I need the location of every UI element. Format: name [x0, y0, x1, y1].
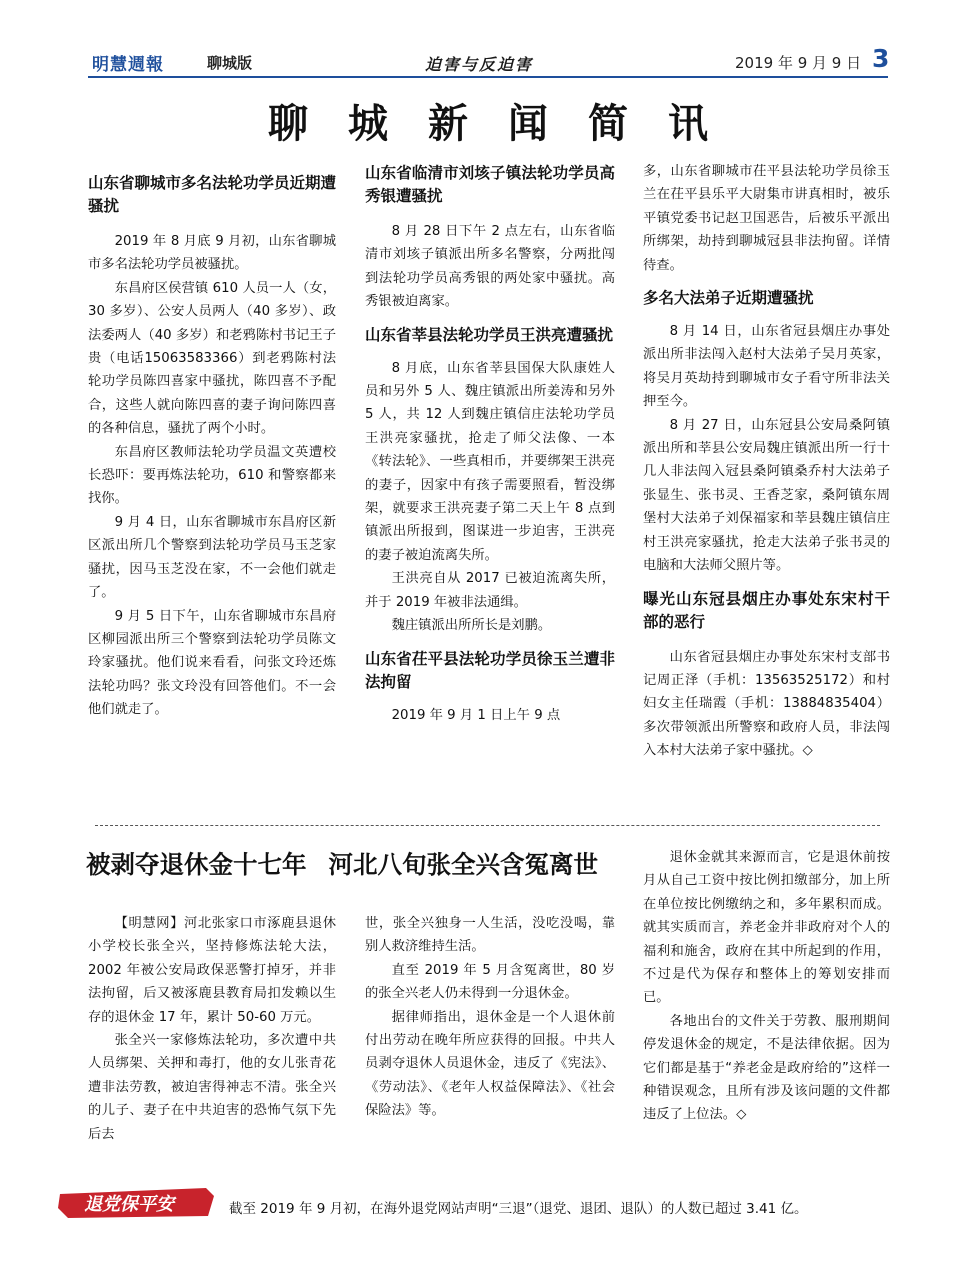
paragraph: 2019 年 9 月 1 日上午 9 点 [391, 707, 561, 723]
title-part-1: 被剥夺退休金十七年 [86, 850, 307, 879]
article-title-guanxian: 曝光山东冠县烟庄办事处东宋村干部的恶行 [643, 589, 890, 631]
paragraph: 山东省冠县烟庄办事处东宋村支部书记周正泽（手机：13563525172）和村妇女主任瑞霞（手机：13884835404）多次带领派出所警察和政府人员，非法闯入本村大法弟子家中骚扰。◇ [643, 649, 890, 759]
paragraph: 东昌府区侯营镇 610 人员一人（女，30 多岁）、公安人员两人（40 多岁）、政法委两人（40 多岁）和老鸦陈村书记王子贵（电话15063583366）到老鸦陈村法轮功学员陈四喜家中骚扰，陈四喜不予配合，这些人就向陈四喜的妻子询问陈四喜的各种信息，骚扰了两个小时。 [88, 280, 336, 437]
news-column-3 [643, 160, 890, 763]
header-rule [88, 76, 888, 78]
news-column-1 [88, 172, 336, 722]
paragraph: 王洪亮自从 2017 已被迫流离失所，并于 2019 年被非法通缉。 [365, 571, 615, 610]
article-title-chiping: 山东省茌平县法轮功学员徐玉兰遭非法拘留 [365, 649, 615, 691]
paragraph: 【明慧网】河北张家口市涿鹿县退休小学校长张全兴，坚持修炼法轮大法，2002 年被公安局政保恶警打掉牙，并非法拘留，后又被涿鹿县教育局扣发赖以生存的退休金 17 年，累计 50-60 万元。 [88, 916, 336, 1025]
feature-article-title [86, 846, 598, 881]
feature-column-3 [643, 846, 890, 1127]
paragraph: 9 月 5 日下午，山东省聊城市东昌府区柳园派出所三个警察到法轮功学员陈文玲家骚扰。他们说来看看，问张文玲还炼法轮功吗？张文玲没有回答他们。不一会他们就走了。 [88, 608, 336, 718]
paragraph: 据律师指出，退休金是一个人退休前付出劳动在晚年所应获得的回报。中共人员剥夺退休人员退休金，违反了《宪法》、《劳动法》、《老年人权益保障法》、《社会保险法》等。 [365, 1009, 615, 1119]
article-title-disciples: 多名大法弟子近期遭骚扰 [643, 289, 814, 308]
masthead-logo: 明慧週報 [92, 55, 164, 75]
edition-label: 聊城版 [207, 54, 253, 72]
paragraph: 8 月 14 日，山东省冠县烟庄办事处派出所非法闯入赵村大法弟子吴月英家，将吴月英劫持到聊城市女子看守所非法关押至今。 [643, 324, 890, 410]
paragraph: 9 月 4 日，山东省聊城市东昌府区新区派出所几个警察到法轮功学员马玉芝家骚扰，因马玉芝没在家，不一会他们就走了。 [88, 514, 336, 601]
paragraph: 8 月 28 日下午 2 点左右，山东省临清市刘垓子镇派出所多名警察，分两批闯到法轮功学员高秀银的两处家中骚扰。高秀银被迫离家。 [365, 224, 615, 310]
page-number: 3 [872, 44, 890, 73]
footer-stat-text: 截至 2019 年 9 月初，在海外退党网站声明“三退”（退党、退团、退队）的人数已超过 3.41 亿。 [229, 1201, 808, 1217]
paragraph: 2019 年 8 月底 9 月初，山东省聊城市多名法轮功学员被骚扰。 [88, 234, 336, 273]
quit-ccp-badge [56, 1186, 216, 1220]
badge-brush-shape [56, 1186, 216, 1220]
paragraph: 多，山东省聊城市茌平县法轮功学员徐玉兰在茌平县乐平大尉集市讲真相时，被乐平镇党委书记赵卫国恶告，后被乐平派出所绑架，劫持到聊城冠县非法拘留。详情待查。 [643, 164, 890, 273]
paragraph: 退休金就其来源而言，它是退休前按月从自己工资中按比例扣缴部分，加上所在单位按比例缴纳之和，多年累积而成。就其实质而言，养老金并非政府对个人的福利和施舍，政府在其中所起到的作用，不过是代为保存和整体上的筹划安排而已。 [643, 850, 890, 1006]
issue-date: 2019 年 9 月 9 日 [735, 54, 862, 72]
paragraph: 东昌府区教师法轮功学员温文英遭校长恐吓：要再炼法轮功，610 和警察都来找你。 [88, 444, 336, 507]
paragraph: 直至 2019 年 5 月含冤离世，80 岁的张全兴老人仍未得到一分退休金。 [365, 962, 615, 1002]
section-divider [95, 825, 880, 826]
news-column-2 [365, 162, 615, 727]
title-part-2: 河北八旬张全兴含冤离世 [328, 850, 598, 879]
paragraph: 各地出台的文件关于劳教、服刑期间停发退休金的规定，不是法律依据。因为它们都是基于“养老金是政府给的”这样一种错误观念，且所有涉及该问题的文件都违反了上位法。◇ [643, 1013, 890, 1123]
paragraph: 张全兴一家修炼法轮功，多次遭中共人员绑架、关押和毒打，他的女儿张青花遭非法劳教，被迫害得神志不清。张全兴的儿子、妻子在中共迫害的恐怖气氛下先后去 [88, 1033, 336, 1142]
article-title-linqing: 山东省临清市刘垓子镇法轮功学员高秀银遭骚扰 [365, 164, 615, 205]
article-title-liaocheng: 山东省聊城市多名法轮功学员近期遭骚扰 [88, 174, 337, 215]
article-title-shenxian: 山东省莘县法轮功学员王洪亮遭骚扰 [365, 325, 614, 344]
paragraph: 世，张全兴独身一人生活，没吃没喝，靠别人救济维持生活。 [365, 916, 615, 955]
paragraph: 8 月底，山东省莘县国保大队康姓人员和另外 5 人、魏庄镇派出所姜涛和另外 5 人，共 12 人到魏庄镇信庄法轮功学员王洪亮家骚扰，抢走了师父法像、一本《转法轮》、一些真相币，并要绑架王洪亮的妻子，因家中有孩子需要照看，暂没绑架，就要求王洪亮妻子第二天上午 8 点到镇派出所报到，图谋进一步迫害，王洪亮的妻子被迫流离失所。 [365, 360, 615, 563]
feature-column-2 [365, 912, 615, 1123]
badge-text: 退党保平安 [84, 1194, 174, 1215]
feature-column-1 [88, 912, 336, 1146]
paragraph: 8 月 27 日，山东冠县公安局桑阿镇派出所和莘县公安局魏庄镇派出所一行十几人非法闯入冠县桑阿镇桑乔村大法弟子张显生、张书灵、王香芝家，桑阿镇东周堡村大法弟子刘保福家和莘县魏庄镇信庄村王洪亮家骚扰，抢走大法弟子张书灵的电脑和大法师父照片等。 [643, 417, 890, 574]
paragraph: 魏庄镇派出所所长是刘鹏。 [391, 618, 552, 634]
news-brief-banner: 聊城新闻简讯 [268, 100, 748, 147]
section-title: 迫害与反迫害 [425, 55, 534, 74]
